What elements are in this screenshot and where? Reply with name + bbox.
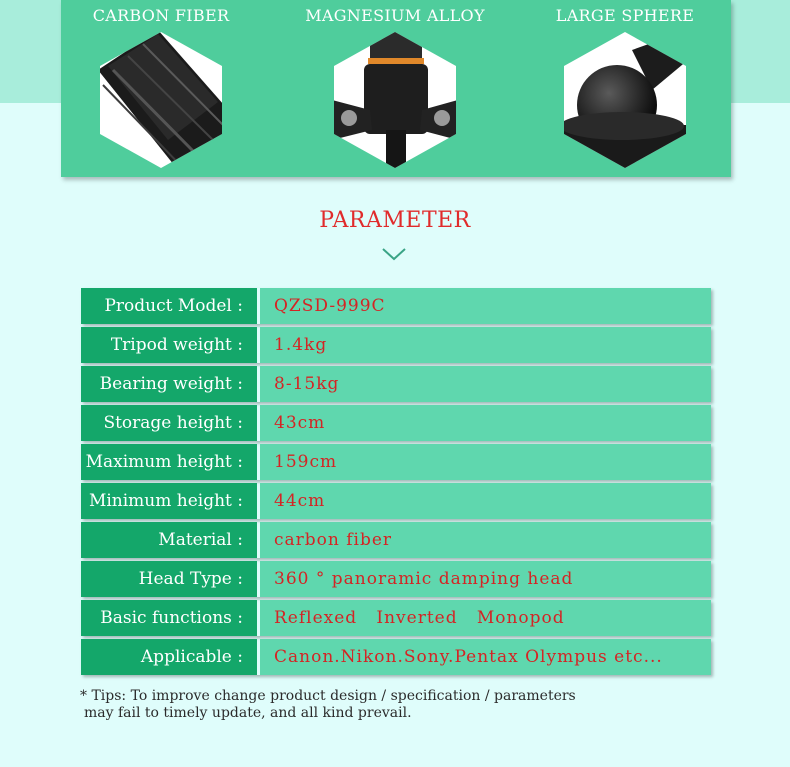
parameter-row-material bbox=[81, 522, 711, 558]
parameter-value: 8-15kg bbox=[260, 366, 711, 402]
carbon-fiber-tube-icon bbox=[98, 30, 224, 170]
tips-line-2: may fail to timely update, and all kind prevail. bbox=[84, 705, 412, 721]
parameter-row-product-model bbox=[81, 288, 711, 324]
parameter-value: Reflexed Inverted Monopod bbox=[260, 600, 711, 636]
parameter-row-storage-height bbox=[81, 405, 711, 441]
tips-line-1: * Tips: To improve change product design / specification / parameters bbox=[80, 688, 576, 704]
feature-carbon-fiber bbox=[61, 0, 261, 177]
feature-large-sphere bbox=[525, 0, 725, 177]
parameter-key: Basic functions : bbox=[81, 600, 257, 636]
parameter-key: Bearing weight : bbox=[81, 366, 257, 402]
parameter-value: 159cm bbox=[260, 444, 711, 480]
parameter-value: 1.4kg bbox=[260, 327, 711, 363]
feature-label: MAGNESIUM ALLOY bbox=[305, 6, 485, 25]
parameter-row-basic-functions bbox=[81, 600, 711, 636]
parameter-key: Tripod weight : bbox=[81, 327, 257, 363]
feature-panel bbox=[61, 0, 731, 177]
parameter-key: Material : bbox=[81, 522, 257, 558]
parameter-key: Product Model : bbox=[81, 288, 257, 324]
parameter-row-head-type bbox=[81, 561, 711, 597]
parameter-value: 43cm bbox=[260, 405, 711, 441]
parameter-value: Canon.Nikon.Sony.Pentax Olympus etc... bbox=[260, 639, 711, 675]
parameter-key: Maximum height : bbox=[81, 444, 257, 480]
parameter-key: Storage height : bbox=[81, 405, 257, 441]
parameter-value: 360 ° panoramic damping head bbox=[260, 561, 711, 597]
parameter-value: QZSD-999C bbox=[260, 288, 711, 324]
parameter-row-minimum-height bbox=[81, 483, 711, 519]
parameter-row-tripod-weight bbox=[81, 327, 711, 363]
chevron-down-icon bbox=[381, 246, 407, 262]
parameter-table bbox=[81, 288, 711, 678]
parameter-key: Applicable : bbox=[81, 639, 257, 675]
feature-label: LARGE SPHERE bbox=[555, 6, 695, 25]
section-title: PARAMETER bbox=[319, 208, 471, 233]
parameter-row-bearing-weight bbox=[81, 366, 711, 402]
parameter-value: 44cm bbox=[260, 483, 711, 519]
parameter-key: Minimum height : bbox=[81, 483, 257, 519]
ball-head-sphere-icon bbox=[562, 30, 688, 170]
parameter-row-maximum-height bbox=[81, 444, 711, 480]
parameter-key: Head Type : bbox=[81, 561, 257, 597]
magnesium-alloy-joint-icon bbox=[332, 30, 458, 170]
tips-note bbox=[80, 688, 640, 722]
feature-label: CARBON FIBER bbox=[92, 6, 230, 25]
parameter-row-applicable bbox=[81, 639, 711, 675]
feature-magnesium-alloy bbox=[295, 0, 495, 177]
parameter-value: carbon fiber bbox=[260, 522, 711, 558]
